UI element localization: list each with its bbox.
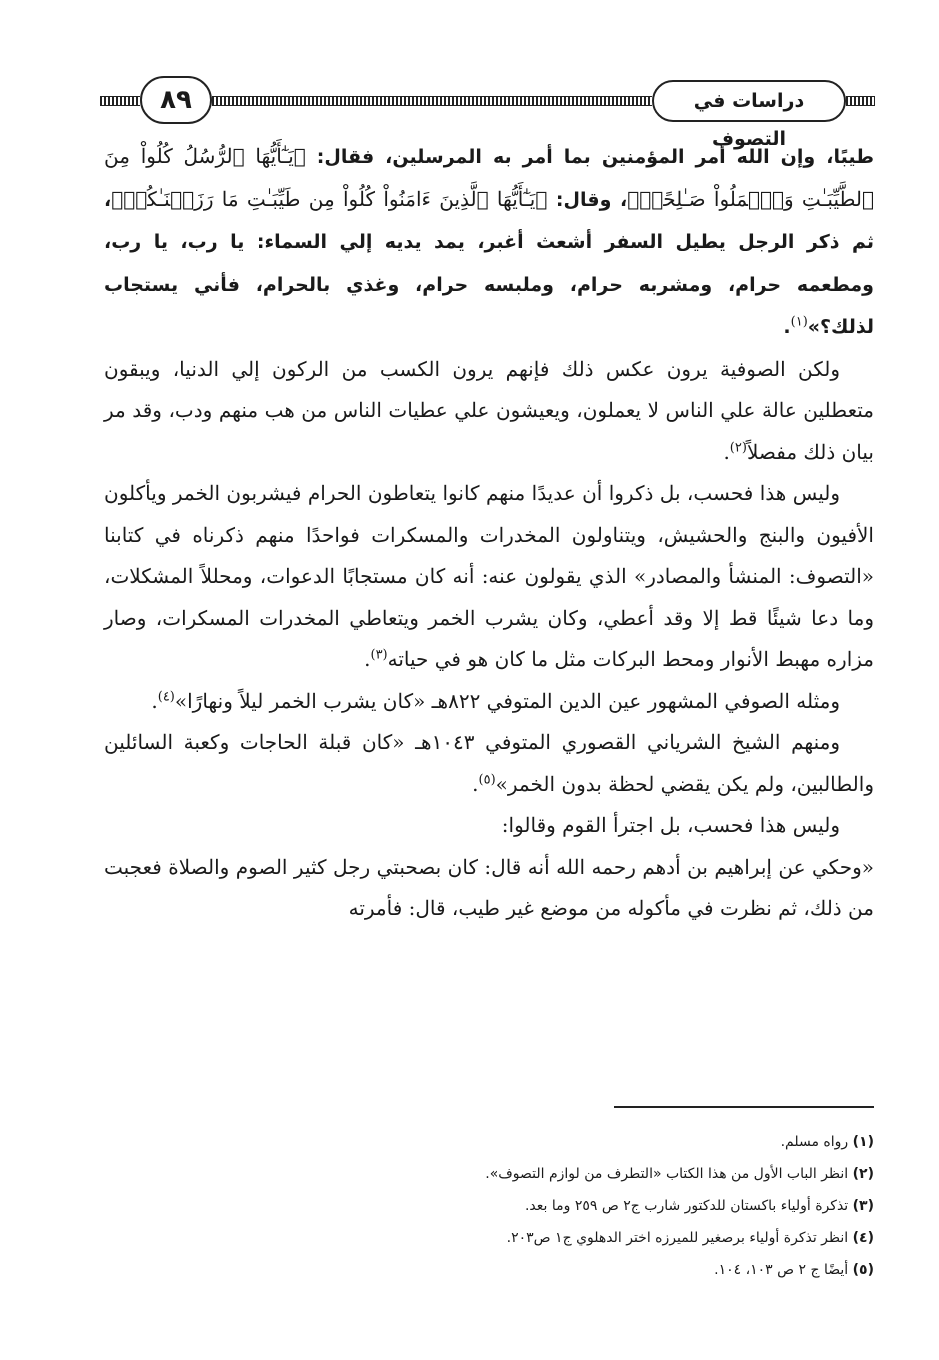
footnote-reference[interactable]: (٢)	[729, 439, 747, 455]
page-number: ٨٩	[140, 76, 212, 124]
paragraph	[104, 473, 874, 681]
paragraph	[104, 349, 874, 474]
body-text	[104, 136, 874, 930]
footnote-number: (٣)	[852, 1198, 874, 1214]
footnote-item	[104, 1190, 874, 1222]
footnote-text: انظر الباب الأول من هذا الكتاب «التطرف من لوازم التصوف».	[485, 1166, 849, 1182]
text-run: «وحكي عن إبراهيم بن أدهم رحمه الله أنه قال: كان بصحبتي رجل كثير الصوم والصلاة فعجبت من ذلك، ثم نظرت في مأكوله من موضع غير طيب، قال: فأمرته	[104, 854, 874, 920]
text-run: .	[472, 771, 479, 796]
footnote-reference[interactable]: (٥)	[478, 771, 496, 787]
text-run: .	[783, 316, 791, 338]
quran-verse: ﴿يَـٰٓأَيُّهَا ٱلرُّسُلُ كُلُواْ مِنَ ٱلطَّيِّبَـٰتِ وَٱعۡمَلُواْ صَـٰلِحًاۖ﴾	[104, 144, 875, 211]
footnote-text: تذكرة أولياء باكستان للدكتور شارب ج٢ ص ٢٥٩ وما بعد.	[524, 1198, 849, 1214]
header-rule-right	[846, 96, 875, 106]
footnote-reference[interactable]: (٣)	[370, 647, 388, 663]
text-run: طيبًا، وإن الله أمر المؤمنين بما أمر به المرسلين، فقال:	[305, 146, 874, 168]
footnote-item	[104, 1222, 874, 1254]
footnote-reference[interactable]: (١)	[790, 314, 808, 330]
footnote-item	[104, 1158, 874, 1190]
page-header	[100, 74, 875, 150]
footnote-text: رواه مسلم.	[780, 1134, 849, 1150]
footnote-number: (٤)	[852, 1230, 874, 1246]
footnote-text: انظر تذكرة أولياء برصغير للميرزه اختر الدهلوي ج١ ص٢٠٣.	[506, 1230, 849, 1246]
text-run: ومثله الصوفي المشهور عين الدين المتوفي ٨٢٢هـ «كان يشرب الخمر ليلاً ونهارًا»	[174, 688, 840, 713]
footnotes	[104, 1126, 874, 1286]
text-run: وليس هذا فحسب، بل اجترأ القوم وقالوا:	[501, 813, 840, 837]
header-rule-middle	[212, 96, 652, 106]
footnote-item	[104, 1254, 874, 1286]
text-run: ومنهم الشيخ الشرياني القصوري المتوفي ١٠٤٣هـ «كان قبلة الحاجات وكعبة السائلين والطالبين، ولم يكن يقضي لحظة بدون الخمر»	[104, 730, 874, 796]
footnote-item	[104, 1126, 874, 1158]
footnote-number: (٢)	[852, 1166, 874, 1182]
footnote-reference[interactable]: (٤)	[157, 688, 175, 704]
text-run: وليس هذا فحسب، بل ذكروا أن عديدًا منهم كانوا يتعاطون الحرام فيشربون الخمر ويأكلون الأفيون والبنج والحشيش، ويتناولون المخدرات والمسكرات فواحدًا منهم ذكرناه في كتابنا «التصوف: المنشأ والمصادر» الذي يقولون عنه: أنه كان مستجابًا الدعوات، ومحللاً المشكلات، وما دعا شيئًا قط إلا وقد أعطي، وكان يشرب الخمر ويتعاطي المخدرات المسكرات، وصار مزاره مهبط الأنوار ومحط البركات مثل ما كان هو في حياته	[104, 481, 874, 671]
text-run: ولكن الصوفية يرون عكس ذلك فإنهم يرون الكسب من الركون إلي الدنيا، ويبقون متعطلين عالة علي الناس لا يعملون، ويعيشون علي عطيات الناس من هب منهم ودب، وقد مر بيان ذلك مفصلاً	[104, 356, 874, 464]
footnote-text: أيضًا ج ٢ ص ١٠٣، ١٠٤.	[714, 1262, 849, 1278]
text-run: ، ثم ذكر الرجل يطيل السفر أشعث أغبر، يمد يديه إلي السماء: يا رب، يا رب، ومطعمه حرام، ومشربه حرام، وملبسه حرام، وغذي بالحرام، فأني يستجاب لذلك؟»	[104, 188, 874, 338]
footnote-number: (٥)	[852, 1262, 874, 1278]
footnote-separator	[614, 1106, 874, 1108]
footnote-number: (١)	[852, 1134, 874, 1150]
header-rule-left	[100, 96, 140, 106]
paragraph	[104, 847, 874, 930]
paragraph	[104, 136, 874, 349]
paragraph	[104, 722, 874, 805]
text-run: .	[364, 647, 371, 671]
text-run: ، وقال:	[547, 188, 628, 211]
quran-verse: ﴿يَـٰٓأَيُّهَا ٱلَّذِينَ ءَامَنُواْ كُلُواْ مِن طَيِّبَـٰتِ مَا رَزَقۡنَـٰكُمۡ﴾	[111, 186, 548, 211]
paragraph	[104, 805, 874, 847]
text-run: .	[151, 688, 158, 713]
paragraph	[104, 681, 874, 723]
running-title: دراسات في التصوف	[652, 80, 846, 122]
text-run: .	[723, 439, 730, 464]
